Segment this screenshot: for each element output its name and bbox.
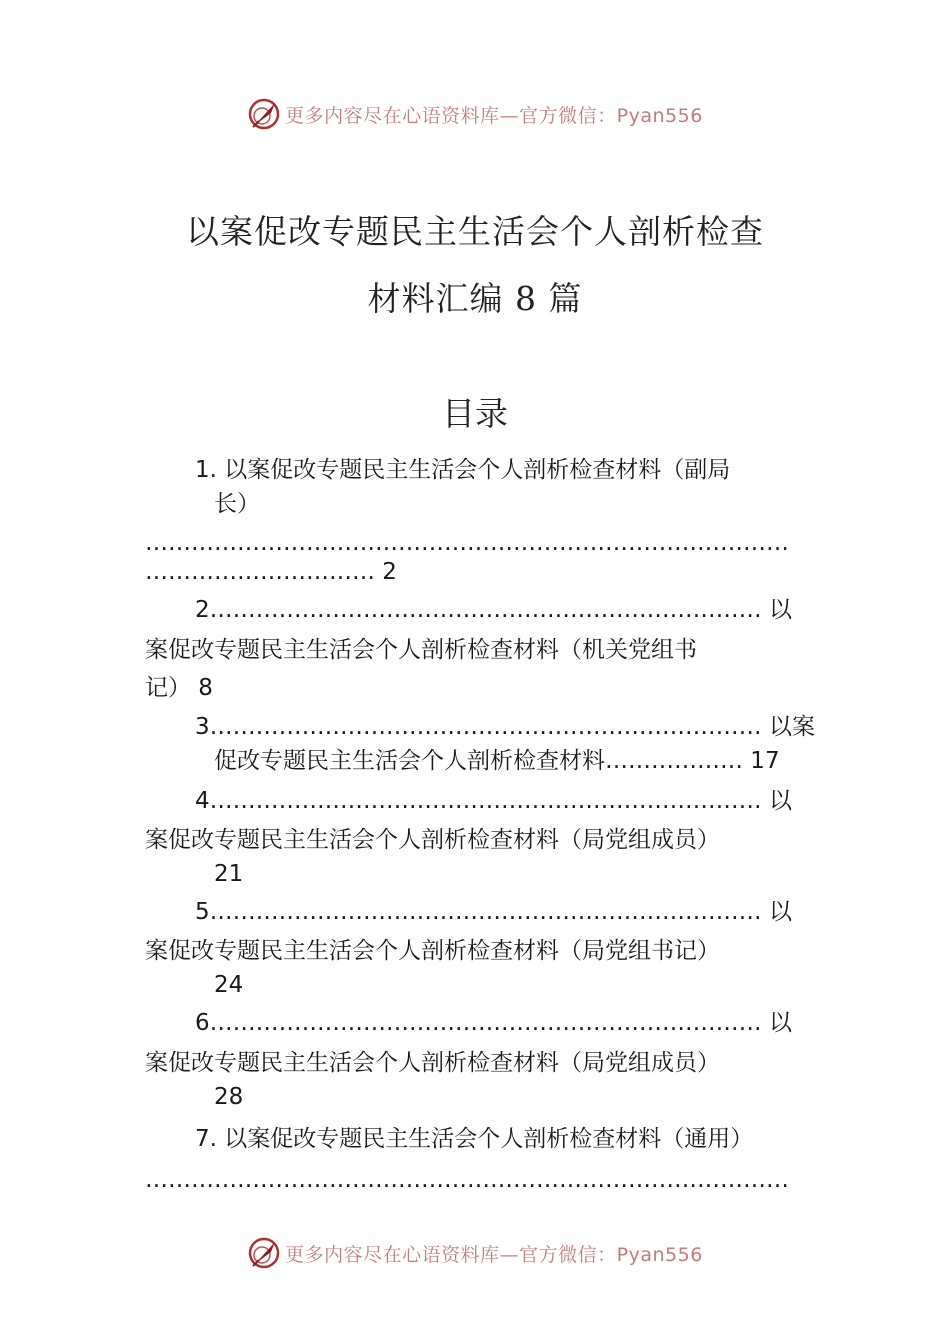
- toc-entry-5-page[interactable]: 24: [214, 972, 244, 998]
- toc-entry-7-leader: …………………………………………………………………………: [145, 1167, 789, 1193]
- watermark-wechat-id: Pyan556: [616, 1243, 703, 1266]
- toc-entry-3-line-2[interactable]: 促改专题民主生活会个人剖析检查材料……………… 17: [214, 748, 780, 774]
- toc-entry-4-page[interactable]: 21: [214, 861, 244, 887]
- toc-entry-1-page[interactable]: ………………………… 2: [145, 559, 397, 585]
- toc-entry-6-line-2[interactable]: 案促改专题民主生活会个人剖析检查材料（局党组成员）: [145, 1050, 720, 1076]
- footer-watermark: [0, 1233, 950, 1273]
- toc-entry-5-line-2[interactable]: 案促改专题民主生活会个人剖析检查材料（局党组书记）: [145, 938, 720, 964]
- toc-entry-5-line-1[interactable]: 5……………………………………………………………… 以: [195, 899, 792, 925]
- toc-entry-1-leader: …………………………………………………………………………: [145, 530, 789, 556]
- watermark-text: [285, 101, 703, 128]
- toc-entry-3-line-1[interactable]: 3……………………………………………………………… 以案: [195, 714, 815, 740]
- toc-heading: 目录: [442, 394, 508, 433]
- document-title-line2: 材料汇编 8 篇: [367, 279, 583, 318]
- watermark-label: 更多内容尽在心语资料库—官方微信：: [285, 104, 617, 127]
- toc-entry-1-line-2[interactable]: 长）: [214, 491, 260, 517]
- toc-entry-4-line-2[interactable]: 案促改专题民主生活会个人剖析检查材料（局党组成员）: [145, 827, 720, 853]
- toc-entry-6-line-1[interactable]: 6……………………………………………………………… 以: [195, 1010, 792, 1036]
- watermark-text: [285, 1240, 703, 1267]
- quill-logo-icon: [247, 97, 281, 131]
- document-title-line1: 以案促改专题民主生活会个人剖析检查: [186, 212, 764, 251]
- quill-logo-icon: [247, 1236, 281, 1270]
- toc-entry-1-line-1[interactable]: 1. 以案促改专题民主生活会个人剖析检查材料（副局: [195, 457, 731, 483]
- toc-entry-4-line-1[interactable]: 4……………………………………………………………… 以: [195, 788, 792, 814]
- toc-entry-2-line-1[interactable]: 2……………………………………………………………… 以: [195, 597, 792, 623]
- toc-entry-7-line-1[interactable]: 7. 以案促改专题民主生活会个人剖析检查材料（通用）: [195, 1126, 754, 1152]
- toc-entry-2-page[interactable]: 记） 8: [145, 675, 213, 701]
- toc-entry-2-line-2[interactable]: 案促改专题民主生活会个人剖析检查材料（机关党组书: [145, 637, 697, 663]
- watermark-wechat-id: Pyan556: [616, 104, 703, 127]
- toc-entry-6-page[interactable]: 28: [214, 1084, 244, 1110]
- watermark-label: 更多内容尽在心语资料库—官方微信：: [285, 1243, 617, 1266]
- header-watermark: [0, 94, 950, 134]
